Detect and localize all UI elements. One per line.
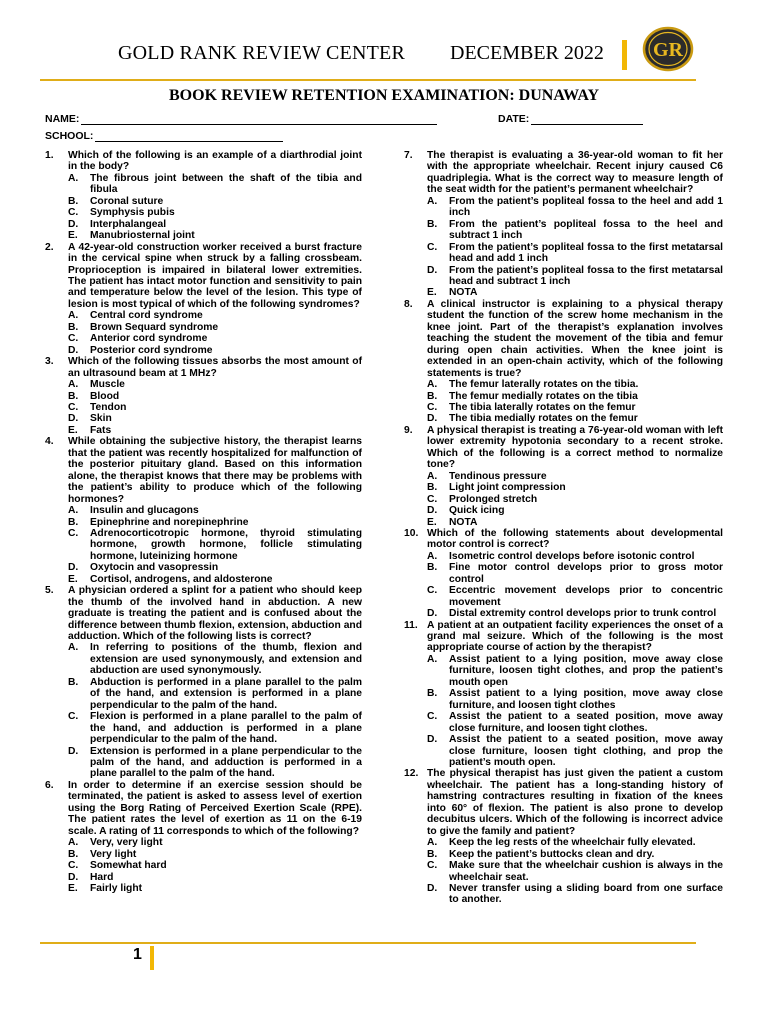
answer-option[interactable]: [427, 242, 723, 265]
answer-option[interactable]: [68, 562, 362, 573]
question-stem: A clinical instructor is explaining to a physical therapy student the function of the screw home mechanism in the knee joint. Part of the therapist’s explanation involves teaching the student the movement of the tibia and femur during open chain activities. When the knee joint is extended in an open-chain activity, which of the following statements is true?: [427, 298, 723, 379]
footer-divider: [150, 946, 154, 970]
option-letter: E.: [68, 230, 78, 242]
option-text: Extension is performed in a plane perpendicular to the palm of the hand, and adduction is performed in a plane parallel to the palm of the hand.: [90, 745, 362, 780]
option-letter: D.: [68, 871, 79, 883]
option-letter: A.: [427, 837, 438, 849]
answer-option[interactable]: [68, 872, 362, 883]
option-letter: B.: [68, 516, 79, 528]
answer-option[interactable]: [68, 517, 362, 528]
option-letter: A.: [68, 379, 79, 391]
option-text: From the patient’s popliteal fossa to the first metatarsal head and add 1 inch: [449, 241, 723, 265]
answer-option[interactable]: [68, 574, 362, 585]
option-text: From the patient’s popliteal fossa to the heel and subtract 1 inch: [449, 218, 723, 242]
option-letter: C.: [68, 860, 79, 872]
question-stem: In order to determine if an exercise session should be terminated, the patient is asked to assess level of exertion using the Borg Rating of Perceived Exertion Scale (RPE). The patient rates the level of exertion as 11 on the 6-19 scale. A rating of 11 corresponds to which of the following?: [68, 779, 362, 837]
option-text: Oxytocin and vasopressin: [90, 562, 219, 574]
question-number: 8.: [404, 298, 413, 310]
option-text: Anterior cord syndrome: [90, 333, 208, 345]
option-letter: B.: [68, 390, 79, 402]
answer-option[interactable]: [427, 287, 723, 298]
option-text: Manubriosternal joint: [90, 230, 195, 242]
footer-rule: [40, 942, 696, 944]
option-text: NOTA: [449, 287, 478, 299]
question-number: 10.: [404, 527, 419, 539]
answer-option[interactable]: [68, 677, 362, 711]
question-stem: A patient at an outpatient facility experiences the onset of a grand mal seizure. Which of the following is the most appropriate course of action by the therapist?: [427, 619, 723, 654]
answer-option[interactable]: [68, 413, 362, 424]
option-letter: C.: [68, 333, 79, 345]
option-letter: C.: [427, 401, 438, 413]
option-text: Keep the patient’s buttocks clean and dry.: [449, 848, 655, 860]
answer-option[interactable]: [68, 849, 362, 860]
answer-option[interactable]: [68, 345, 362, 356]
option-text: Skin: [90, 413, 112, 425]
answer-option[interactable]: [68, 230, 362, 241]
option-text: Quick icing: [449, 505, 505, 517]
answer-option[interactable]: [427, 734, 723, 768]
question-stem: Which of the following tissues absorbs the most amount of an ultrasound beam at 1 MHz?: [68, 356, 362, 379]
answer-option[interactable]: [68, 528, 362, 562]
question-number: 4.: [45, 436, 54, 448]
question-stem: Which of the following statements about developmental motor control is correct?: [427, 527, 723, 551]
option-letter: E.: [427, 287, 437, 299]
answer-option[interactable]: [427, 265, 723, 288]
option-letter: B.: [68, 321, 79, 333]
option-text: Central cord syndrome: [90, 310, 203, 322]
question-number: 11.: [404, 619, 418, 631]
option-text: Fine motor control develops prior to gross motor control: [449, 562, 723, 585]
answer-option[interactable]: [68, 883, 362, 894]
option-text: Fats: [90, 424, 112, 436]
option-text: Eccentric movement develops prior to concentric movement: [449, 585, 723, 608]
option-letter: E.: [68, 573, 78, 585]
option-text: Cortisol, androgens, and aldosterone: [90, 573, 273, 585]
option-text: Posterior cord syndrome: [90, 344, 213, 356]
questions-right-column: [404, 150, 723, 906]
option-text: From the patient’s popliteal fossa to the first metatarsal head and subtract 1 inch: [449, 264, 723, 287]
question: [45, 436, 362, 585]
answer-option[interactable]: [427, 654, 723, 688]
answer-option[interactable]: [68, 402, 362, 413]
option-text: Keep the leg rests of the wheelchair fully elevated.: [449, 837, 696, 849]
option-letter: D.: [427, 264, 438, 276]
question: [45, 242, 362, 357]
option-letter: A.: [427, 550, 438, 562]
option-letter: E.: [68, 424, 78, 436]
answer-option[interactable]: [68, 505, 362, 516]
answer-option[interactable]: [68, 322, 362, 333]
option-text: Brown Sequard syndrome: [90, 321, 219, 333]
option-text: Assist patient to a lying position, move away close furniture, and loosen tight clothes: [449, 688, 723, 711]
option-text: Adrenocorticotropic hormone, thyroid stimulating hormone, growth hormone, follicle stimulating hormone, luteinizing hormone: [90, 527, 362, 562]
question-number: 5.: [45, 585, 54, 597]
question-stem: A physician ordered a splint for a patient who should keep the thumb of the involved hand in abduction. A new graduate is treating the patient and is confused about the difference between thumb flexion, extension, abduction and adduction. Which of the following lists is correct?: [68, 585, 362, 643]
answer-option[interactable]: [68, 860, 362, 871]
option-text: Assist the patient to a seated position, move away close furniture, and loosen tight clothes.: [449, 711, 723, 734]
option-text: Make sure that the wheelchair cushion is always in the wheelchair seat.: [449, 860, 723, 883]
answer-option[interactable]: [427, 860, 723, 883]
option-letter: D.: [427, 883, 438, 894]
option-letter: C.: [68, 401, 79, 413]
option-letter: A.: [427, 470, 438, 482]
option-text: Muscle: [90, 379, 125, 391]
answer-option[interactable]: [68, 379, 362, 390]
option-letter: B.: [427, 562, 438, 574]
date-label: DATE:: [498, 113, 530, 125]
option-text: In referring to positions of the thumb, flexion and extension are used synonymously, and extension and abduction are used synonymously.: [90, 642, 362, 677]
question: [45, 585, 362, 780]
option-letter: D.: [68, 344, 79, 356]
question-stem: The therapist is evaluating a 36-year-old woman to fit her with the appropriate wheelchair. Recent injury caused C6 quadriplegia. What is the correct way to measure length of the seat width for the patient’s permanent wheelchair?: [427, 150, 723, 196]
question: [45, 780, 362, 895]
answer-option[interactable]: [68, 333, 362, 344]
school-blank[interactable]: [95, 131, 283, 142]
answer-option[interactable]: [427, 608, 723, 619]
option-text: Distal extremity control develops prior to trunk control: [449, 608, 717, 620]
option-text: Very light: [90, 848, 137, 860]
option-letter: C.: [68, 527, 79, 539]
option-text: Blood: [90, 390, 120, 402]
question-stem: A 42-year-old construction worker received a burst fracture in the cervical spine when struck by a falling crossbeam. Proprioception is impaired in bilateral lower extremities. The patient has intact motor function and sensitivity to pain and temperature below the level of the lesion. This type of lesion is most typical of which of the following syndromes?: [68, 241, 362, 310]
question: [404, 768, 723, 905]
review-center-name: GOLD RANK REVIEW CENTER: [118, 42, 405, 64]
school-label: SCHOOL:: [45, 130, 94, 142]
answer-option[interactable]: [427, 711, 723, 734]
option-letter: B.: [427, 848, 438, 860]
name-label: NAME:: [45, 113, 80, 125]
answer-option[interactable]: [427, 494, 723, 505]
question: [45, 356, 362, 436]
option-text: Somewhat hard: [90, 860, 167, 872]
answer-option[interactable]: [68, 173, 362, 196]
answer-option[interactable]: [68, 196, 362, 207]
option-text: The fibrous joint between the shaft of the tibia and fibula: [90, 172, 362, 196]
question-number: 3.: [45, 356, 54, 368]
option-text: Flexion is performed in a plane parallel to the palm of the hand, and adduction is performed in a plane perpendicular to the palm of the hand.: [90, 711, 362, 746]
option-text: The tibia laterally rotates on the femur: [449, 401, 636, 413]
answer-option[interactable]: [68, 837, 362, 848]
answer-option[interactable]: [68, 711, 362, 745]
option-letter: B.: [427, 482, 438, 494]
date-blank[interactable]: [531, 114, 643, 125]
question: [404, 425, 723, 528]
exam-month: DECEMBER 2022: [450, 42, 604, 64]
option-letter: D.: [427, 734, 438, 746]
header-divider: [622, 40, 627, 70]
answer-option[interactable]: [68, 310, 362, 321]
option-letter: A.: [68, 505, 79, 517]
option-text: Tendinous pressure: [449, 470, 547, 482]
answer-option[interactable]: [427, 471, 723, 482]
logo-lettering: GR: [653, 39, 683, 61]
answer-option[interactable]: [427, 196, 723, 219]
name-blank[interactable]: [81, 114, 437, 125]
option-letter: D.: [427, 413, 438, 425]
questions-left-column: [45, 150, 362, 894]
option-text: The femur laterally rotates on the tibia.: [449, 379, 639, 391]
school-field[interactable]: [45, 130, 283, 142]
option-letter: B.: [68, 195, 79, 207]
name-field[interactable]: [45, 113, 437, 125]
option-letter: C.: [427, 241, 438, 253]
question-stem: A physical therapist is treating a 76-year-old woman with left lower extremity hypotonia secondary to a recent stroke. Which of the following is a correct method to normalize tone?: [427, 424, 724, 471]
answer-option[interactable]: [427, 562, 723, 585]
header-rule: [40, 79, 696, 81]
exam-title: BOOK REVIEW RETENTION EXAMINATION: DUNAWAY: [169, 87, 599, 104]
question-stem: The physical therapist has just given the patient a custom wheelchair. The patient has a long-standing history of hamstring contractures resulting in fixation of the knees into 60° of flexion. The patient is also prone to develop decubitus ulcers. Which of the following is incorrect advice to give the family and patient?: [427, 768, 723, 837]
option-letter: C.: [68, 711, 79, 723]
option-letter: C.: [427, 711, 438, 723]
answer-option[interactable]: [427, 391, 723, 402]
question: [404, 150, 723, 299]
answer-option[interactable]: [427, 379, 723, 390]
option-letter: A.: [427, 195, 438, 207]
option-text: Abduction is performed in a plane parallel to the palm of the hand, and extension is performed in a plane perpendicular to the palm of the hand.: [90, 676, 362, 711]
option-letter: D.: [68, 562, 79, 574]
question-number: 7.: [404, 150, 413, 161]
option-text: NOTA: [449, 516, 478, 528]
question: [404, 620, 723, 769]
answer-option[interactable]: [427, 849, 723, 860]
answer-option[interactable]: [427, 505, 723, 516]
option-letter: D.: [68, 413, 79, 425]
gold-rank-logo: [642, 26, 694, 72]
option-letter: C.: [427, 493, 438, 505]
option-letter: B.: [427, 218, 438, 230]
question-stem: While obtaining the subjective history, the therapist learns that the patient was recently hospitalized for malfunction of the posterior pituitary gland. Based on this information alone, the therapist knows that there may be problems with the patient’s ability to produce which of the following hormones?: [68, 436, 362, 505]
answer-option[interactable]: [68, 391, 362, 402]
option-letter: D.: [68, 745, 79, 757]
answer-option[interactable]: [427, 517, 723, 528]
option-letter: D.: [427, 608, 438, 620]
option-letter: C.: [68, 207, 79, 219]
option-text: Assist patient to a lying position, move away close furniture, loosen tight clothes, and prop the patient’s mouth open: [449, 653, 723, 688]
option-text: Interphalangeal: [90, 218, 167, 230]
answer-option[interactable]: [427, 219, 723, 242]
option-letter: E.: [68, 883, 78, 894]
option-letter: C.: [427, 860, 438, 872]
option-letter: A.: [427, 653, 438, 665]
question-number: 6.: [45, 779, 54, 791]
option-text: Coronal suture: [90, 195, 164, 207]
question-number: 1.: [45, 150, 54, 161]
option-text: Assist the patient to a seated position, move away close furniture, loosen tight clothing, and prop the patient’s mouth open.: [449, 734, 723, 769]
question: [45, 150, 362, 242]
option-letter: A.: [68, 837, 79, 849]
question-number: 9.: [404, 424, 413, 436]
question: [404, 528, 723, 620]
option-text: Very, very light: [90, 837, 163, 849]
answer-option[interactable]: [427, 837, 723, 848]
option-text: From the patient’s popliteal fossa to the heel and add 1 inch: [449, 195, 723, 219]
option-letter: A.: [68, 310, 79, 322]
option-letter: B.: [427, 688, 438, 700]
question-number: 12.: [404, 768, 419, 780]
answer-option[interactable]: [68, 207, 362, 218]
answer-option[interactable]: [68, 425, 362, 436]
answer-option[interactable]: [427, 883, 723, 906]
answer-option[interactable]: [68, 219, 362, 230]
answer-option[interactable]: [68, 746, 362, 780]
option-text: Hard: [90, 871, 114, 883]
option-letter: E.: [427, 516, 437, 528]
answer-option[interactable]: [427, 688, 723, 711]
page-number: 1: [133, 946, 142, 963]
answer-option[interactable]: [427, 482, 723, 493]
question-stem: Which of the following is an example of a diarthrodial joint in the body?: [68, 150, 362, 173]
answer-option[interactable]: [68, 642, 362, 676]
option-letter: A.: [427, 379, 438, 391]
answer-option[interactable]: [427, 551, 723, 562]
option-text: Tendon: [90, 401, 127, 413]
option-letter: D.: [427, 505, 438, 517]
option-text: Epinephrine and norepinephrine: [90, 516, 249, 528]
option-text: Fairly light: [90, 883, 143, 894]
option-letter: B.: [68, 676, 79, 688]
option-letter: B.: [68, 848, 79, 860]
option-letter: C.: [427, 585, 438, 597]
option-text: Prolonged stretch: [449, 493, 538, 505]
option-letter: B.: [427, 390, 438, 402]
option-letter: A.: [68, 642, 79, 654]
option-text: Light joint compression: [449, 482, 566, 494]
option-text: Isometric control develops before isotonic control: [449, 550, 695, 562]
option-text: The femur medially rotates on the tibia: [449, 390, 638, 402]
option-text: The tibia medially rotates on the femur: [449, 413, 638, 425]
option-letter: A.: [68, 172, 79, 184]
date-field[interactable]: [498, 113, 643, 125]
option-text: Never transfer using a sliding board from one surface to another.: [449, 883, 723, 906]
option-text: Symphysis pubis: [90, 207, 175, 219]
answer-option[interactable]: [427, 585, 723, 608]
option-letter: D.: [68, 218, 79, 230]
question: [404, 299, 723, 425]
question-number: 2.: [45, 241, 54, 253]
answer-option[interactable]: [427, 413, 723, 424]
answer-option[interactable]: [427, 402, 723, 413]
option-text: Insulin and glucagons: [90, 505, 199, 517]
